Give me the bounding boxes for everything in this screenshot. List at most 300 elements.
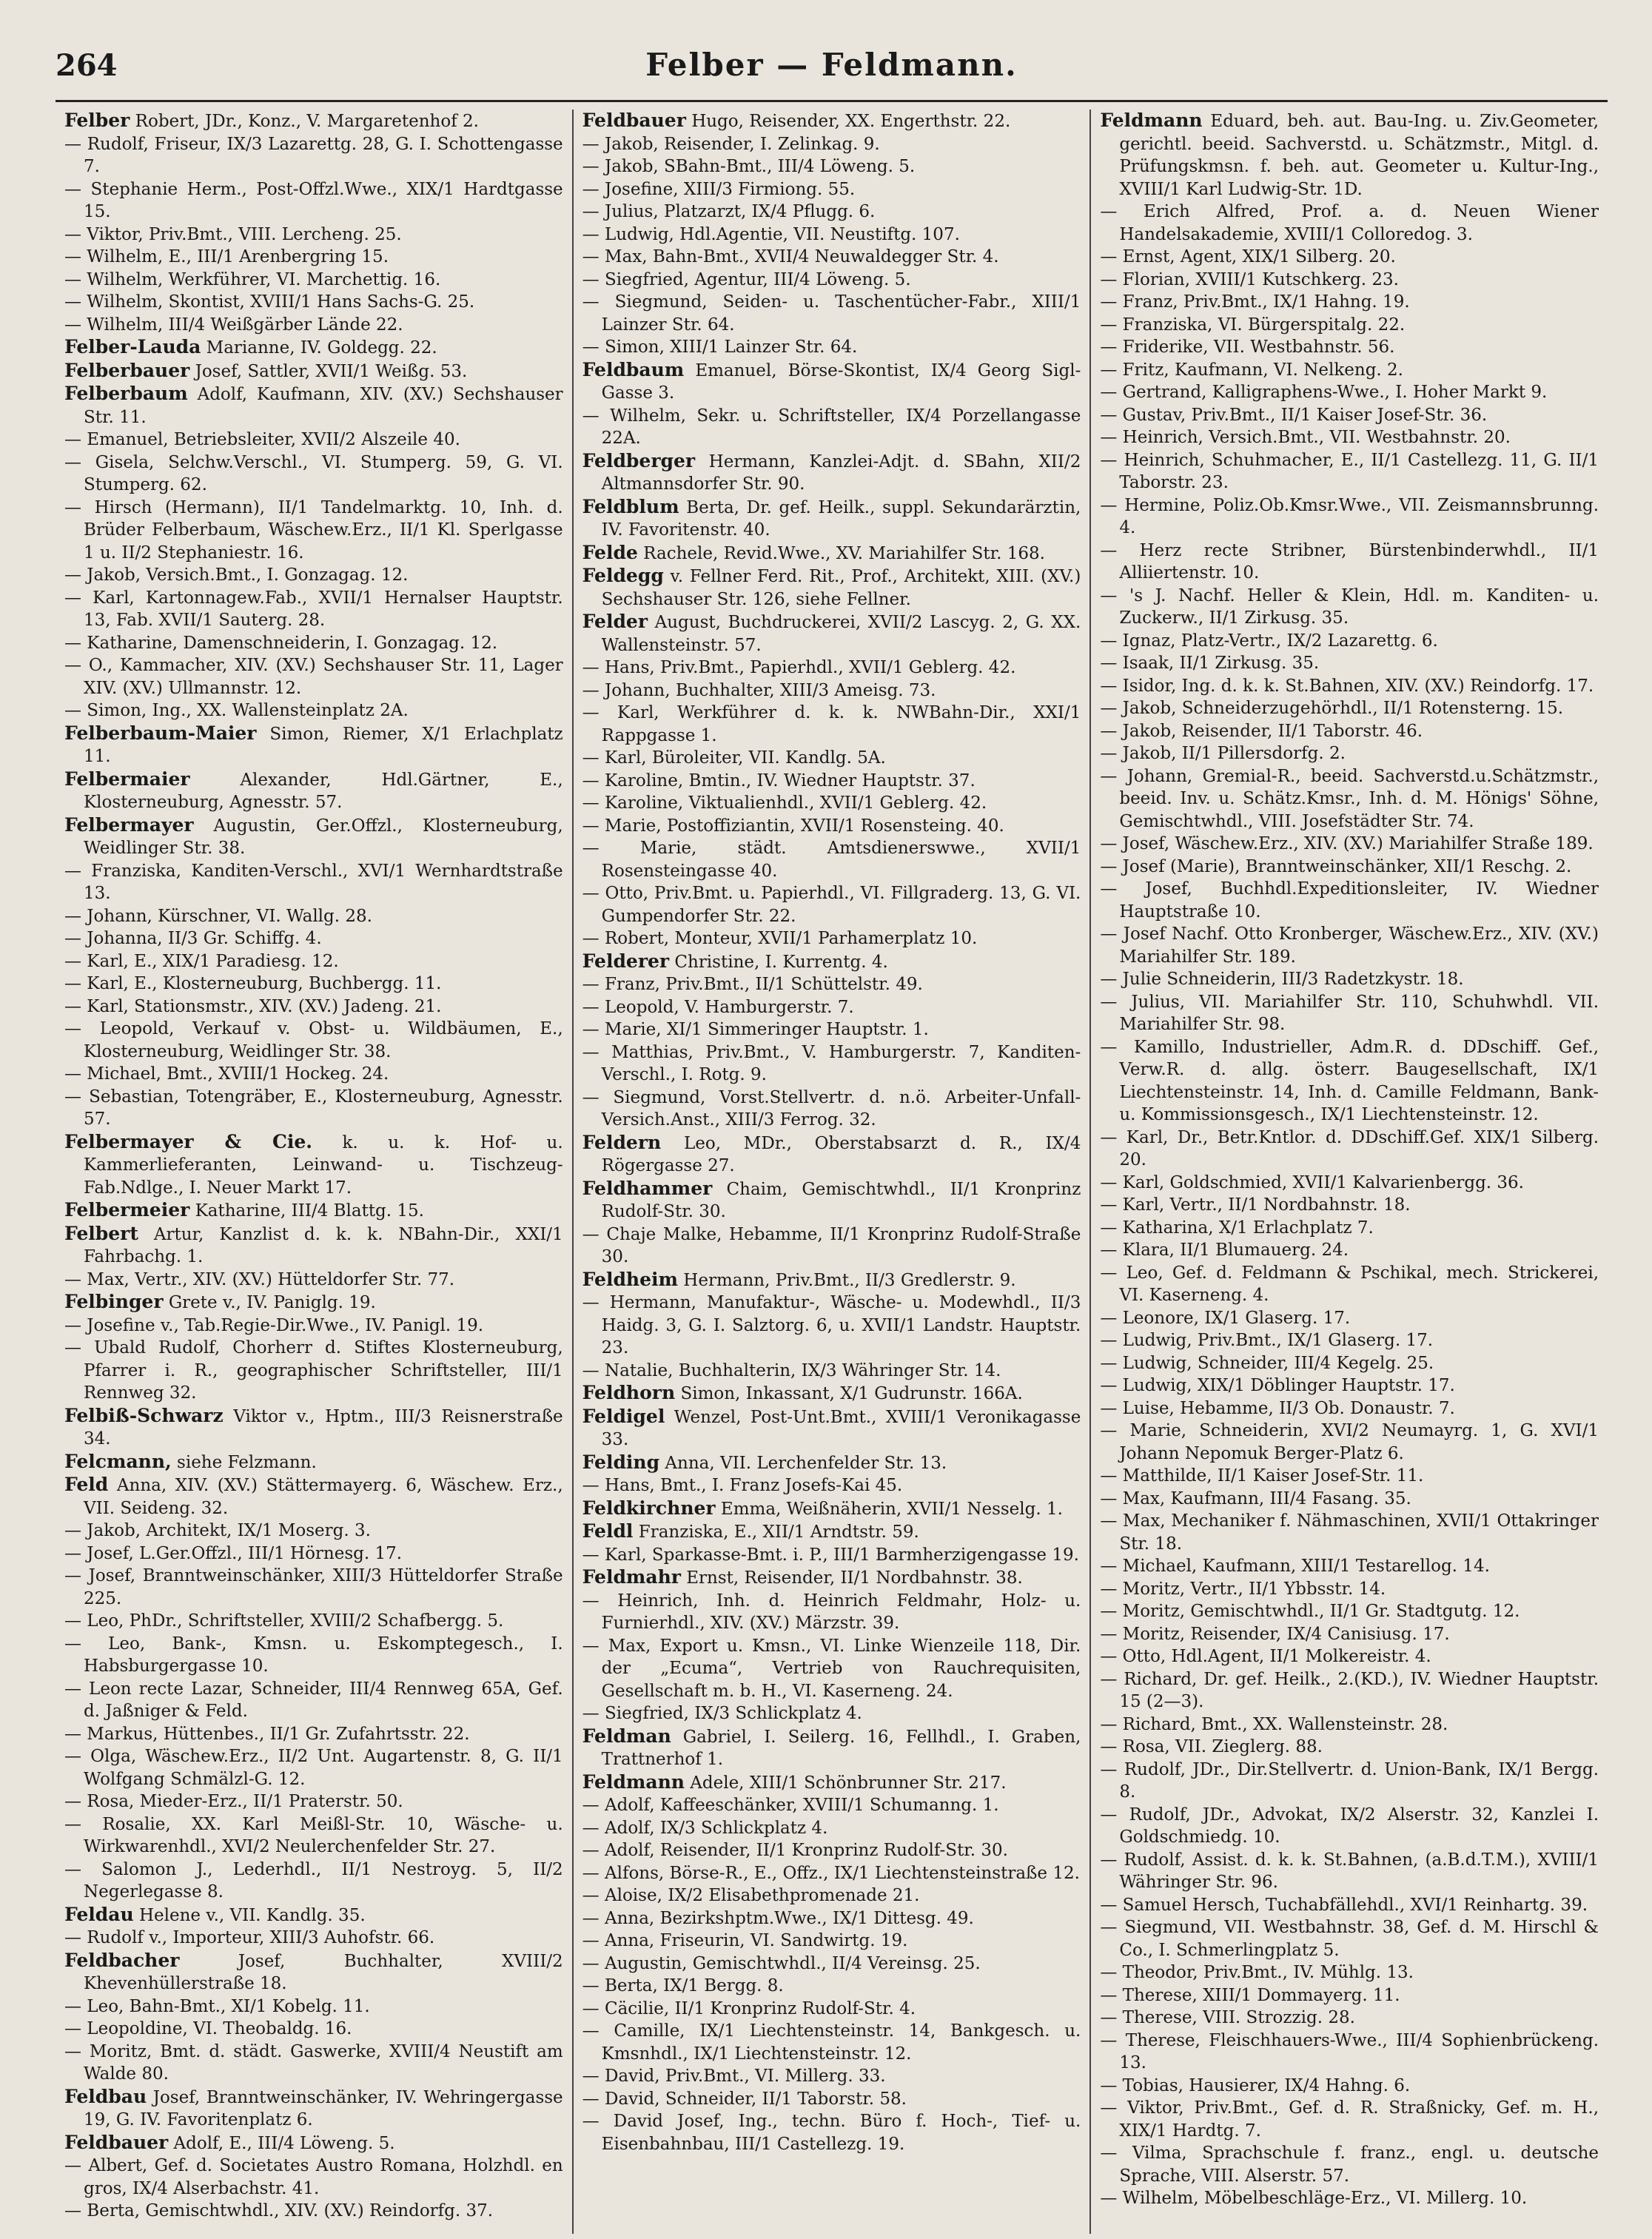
directory-entry <box>64 383 563 429</box>
directory-entry <box>582 1041 1081 1087</box>
entry-text: — Karl, Büroleiter, VII. Kandlg. 5A. <box>582 748 886 768</box>
directory-entry <box>64 1520 563 1543</box>
entry-text: — Leopold, V. Hamburgerstr. 7. <box>582 997 854 1017</box>
directory-entry <box>64 1269 563 1292</box>
entry-surname: Felberbaum <box>64 383 188 404</box>
entry-text: Adele, XIII/1 Schönbrunner Str. 217. <box>690 1773 1007 1793</box>
directory-entry <box>582 702 1081 747</box>
entry-text: Grete v., IV. Paniglg. 19. <box>168 1293 376 1312</box>
directory-entry <box>1100 1172 1599 1195</box>
entry-text: Eduard, beh. aut. Bau-Ing. u. Ziv.Geometer, gerichtl. beeid. Sachverstd. u. Schätzmstr., Mitgl. d. Prüfungskmsn. f. beh. aut. Geometer u. Kultur-Ing., XVIII/1 Karl Ludwig-Str. 1D. <box>1119 112 1599 199</box>
entry-text: siehe Felzmann. <box>177 1452 317 1472</box>
entry-text: — Franz, Priv.Bmt., II/1 Schüttelstr. 49. <box>582 975 923 994</box>
directory-entry <box>582 815 1081 838</box>
entry-text: — Max, Mechaniker f. Nähmaschinen, XVII/1 Ottakringer Str. 18. <box>1100 1511 1599 1554</box>
entry-text: — Marie, Postoffiziantin, XVII/1 Rosensteing. 40. <box>582 816 1004 836</box>
entry-text: — Franziska, VI. Bürgerspitalg. 22. <box>1100 315 1406 335</box>
entry-text: — Josef (Marie), Branntweinschänker, XII/1 Reschg. 2. <box>1100 856 1572 876</box>
directory-entry <box>64 1678 563 1723</box>
directory-entry <box>582 1178 1081 1223</box>
directory-entry <box>582 1497 1081 1521</box>
directory-entry <box>64 224 563 246</box>
entry-surname: Feldbau <box>64 2085 147 2107</box>
entry-text: — Johanna, II/3 Gr. Schiffg. 4. <box>64 929 322 948</box>
directory-entry <box>582 1269 1081 1292</box>
directory-entry <box>64 722 563 768</box>
entry-text: — Jakob, Reisender, II/1 Taborstr. 46. <box>1100 721 1423 741</box>
directory-entry <box>582 246 1081 269</box>
directory-entry <box>1100 1600 1599 1623</box>
entry-surname: Feldmann <box>1100 110 1203 131</box>
entry-text: — Ernst, Agent, XIX/1 Silberg. 20. <box>1100 247 1396 266</box>
entry-text: — Moritz, Bmt. d. städt. Gaswerke, XVIII/4 Neustift am Walde 80. <box>64 2041 563 2084</box>
entry-text: — Karl, E., XIX/1 Paradiesg. 12. <box>64 951 339 971</box>
entry-text: — Rudolf, Assist. d. k. k. St.Bahnen, (a.B.d.T.M.), XVIII/1 Währinger Str. 96. <box>1100 1850 1599 1892</box>
directory-entry <box>582 1771 1081 1795</box>
entry-text: Simon, Inkassant, X/1 Gudrunstr. 166A. <box>680 1384 1023 1403</box>
directory-entry <box>1100 697 1599 720</box>
directory-entry <box>1100 1849 1599 1894</box>
directory-entry <box>1100 1488 1599 1511</box>
entry-text: — Berta, Gemischtwhdl., XIV. (XV.) Reindorfg. 37. <box>64 2201 494 2220</box>
directory-entry <box>582 269 1081 292</box>
entry-surname: Feldbauer <box>64 2131 169 2153</box>
entry-text: — Therese, XIII/1 Dommayerg. 11. <box>1100 1985 1400 2005</box>
directory-entry <box>582 1998 1081 2021</box>
directory-entry <box>64 927 563 950</box>
directory-entry <box>1100 1713 1599 1736</box>
entry-text: — Rudolf, JDr., Advokat, IX/2 Alserstr. 32, Kanzlei I. Goldschmiedg. 10. <box>1100 1805 1599 1847</box>
entry-text: Christine, I. Kurrentg. 4. <box>674 952 888 972</box>
entry-text: — Karl, Stationsmstr., XIV. (XV.) Jadeng. 21. <box>64 996 442 1016</box>
entry-text: — Otto, Hdl.Agent, II/1 Molkereistr. 4. <box>1100 1647 1431 1666</box>
entry-text: — Hermine, Poliz.Ob.Kmsr.Wwe., VII. Zeismannsbrunng. 4. <box>1100 495 1599 537</box>
entry-text: — Siegmund, Vorst.Stellvertr. d. n.ö. Arbeiter-Unfall-Versich.Anst., XIII/3 Ferrog. 32. <box>582 1087 1081 1129</box>
entry-text: — Richard, Dr. gef. Heilk., 2.(KD.), IV. Wiedner Hauptstr. 15 (2—3). <box>1100 1669 1599 1711</box>
entry-text: — Markus, Hüttenbes., II/1 Gr. Zufahrtsstr. 22. <box>64 1724 470 1744</box>
directory-entry <box>1100 381 1599 404</box>
directory-entry <box>582 792 1081 815</box>
directory-entry <box>1100 1194 1599 1217</box>
directory-entry <box>582 2110 1081 2155</box>
directory-entry <box>64 291 563 314</box>
entry-text: Josef, Buchhalter, XVIII/2 Khevenhüllerstraße 18. <box>84 1951 563 1993</box>
directory-entry <box>582 336 1081 359</box>
directory-entry <box>582 1132 1081 1178</box>
entry-surname: Feldigel <box>582 1405 665 1427</box>
directory-entry <box>1100 1127 1599 1172</box>
entry-text: — Friderike, VII. Westbahnstr. 56. <box>1100 338 1395 357</box>
entry-text: — Heinrich, Versich.Bmt., VII. Westbahnstr. 20. <box>1100 428 1511 447</box>
entry-text: — Adolf, Kaffeeschänker, XVIII/1 Schumanng. 1. <box>582 1796 999 1815</box>
entry-text: — Luise, Hebamme, II/3 Ob. Donaustr. 7. <box>1100 1398 1455 1418</box>
directory-columns <box>56 110 1608 2234</box>
entry-surname: Feldblum <box>582 495 679 517</box>
directory-entry <box>1100 1420 1599 1465</box>
directory-entry <box>1100 1374 1599 1397</box>
directory-entry <box>64 860 563 905</box>
entry-text: — Michael, Kaufmann, XIII/1 Testarellog. 14. <box>1100 1557 1490 1576</box>
directory-entry <box>582 1292 1081 1360</box>
directory-entry <box>1100 878 1599 923</box>
directory-entry <box>1100 314 1599 337</box>
directory-entry <box>64 429 563 452</box>
directory-entry <box>1100 630 1599 653</box>
page-header <box>56 41 1608 102</box>
entry-text: — Jakob, Reisender, I. Zelinkag. 9. <box>582 134 880 154</box>
directory-entry <box>64 2132 563 2155</box>
entry-text: — Simon, XIII/1 Lainzer Str. 64. <box>582 338 858 357</box>
directory-entry <box>64 1790 563 1813</box>
directory-entry <box>64 2086 563 2132</box>
page-number: 264 <box>56 48 118 83</box>
directory-entry <box>64 1723 563 1746</box>
entry-text: August, Buchdruckerei, XVII/2 Lascyg. 2, G. XX. Wallensteinstr. 57. <box>601 613 1081 655</box>
entry-surname: Feldau <box>64 1903 134 1925</box>
directory-entry <box>64 246 563 269</box>
directory-entry <box>582 1520 1081 1544</box>
directory-entry <box>1100 1961 1599 1984</box>
directory-entry <box>64 1315 563 1337</box>
directory-entry <box>1100 675 1599 698</box>
directory-entry <box>582 133 1081 156</box>
entry-text: — Julie Schneiderin, III/3 Radetzkystr. 18. <box>1100 970 1464 989</box>
entry-text: — Ludwig, XIX/1 Döblinger Hauptstr. 17. <box>1100 1376 1455 1395</box>
entry-text: — Karl, Vertr., II/1 Nordbahnstr. 18. <box>1100 1195 1411 1215</box>
directory-entry <box>64 360 563 383</box>
entry-text: — Leo, PhDr., Schriftsteller, XVIII/2 Schafbergg. 5. <box>64 1611 504 1631</box>
directory-entry <box>1100 585 1599 630</box>
entry-surname: Feldman <box>582 1725 671 1747</box>
directory-entry <box>582 1725 1081 1771</box>
directory-entry <box>582 565 1081 611</box>
entry-text: — Jakob, II/1 Pillersdorfg. 2. <box>1100 744 1346 763</box>
directory-entry <box>64 133 563 178</box>
entry-text: — Franz, Priv.Bmt., IX/1 Hahng. 19. <box>1100 292 1410 312</box>
running-head: Felber — Feldmann. <box>645 47 1018 83</box>
entry-text: — Adolf, Reisender, II/1 Kronprinz Rudolf-Str. 30. <box>582 1841 1008 1860</box>
entry-text: — Richard, Bmt., XX. Wallensteinstr. 28. <box>1100 1714 1448 1734</box>
directory-entry <box>64 110 563 133</box>
entry-surname: Feldmahr <box>582 1566 681 1588</box>
directory-entry <box>64 950 563 973</box>
directory-entry <box>1100 968 1599 991</box>
entry-text: — Siegmund, VII. Westbahnstr. 38, Gef. d. M. Hirschl & Co., I. Schmerlingplatz 5. <box>1100 1918 1599 1960</box>
directory-entry <box>582 1590 1081 1635</box>
entry-text: — Max, Kaufmann, III/4 Fasang. 35. <box>1100 1488 1411 1508</box>
directory-entry <box>1100 2097 1599 2142</box>
entry-text: — Herz recte Stribner, Bürstenbinderwhdl., II/1 Alliiertenstr. 10. <box>1100 540 1599 583</box>
directory-entry <box>582 2088 1081 2111</box>
entry-text: Emanuel, Börse-Skontist, IX/4 Georg Sigl-Gasse 3. <box>601 360 1081 403</box>
entry-text: — Anna, Bezirkshptm.Wwe., IX/1 Dittesg. 49. <box>582 1908 974 1928</box>
entry-text: v. Fellner Ferd. Rit., Prof., Architekt, XIII. (XV.) Sechshauser Str. 126, siehe Fellner. <box>601 567 1081 609</box>
entry-text: — Karl, Dr., Betr.Kntlor. d. DDschiff.Gef. XIX/1 Silberg. 20. <box>1100 1127 1599 1169</box>
directory-entry <box>1100 1804 1599 1849</box>
entry-text: — Max, Export u. Kmsn., VI. Linke Wienzeile 118, Dir. der „Ecuma“, Vertrieb von Rauchrequisiten, Gesellschaft m. b. H., VI. Kaserneng. 24. <box>582 1636 1081 1701</box>
entry-surname: Felding <box>582 1451 660 1473</box>
entry-text: — Josef, Wäschew.Erz., XIV. (XV.) Mariahilfer Straße 189. <box>1100 834 1594 853</box>
entry-surname: Feldkirchner <box>582 1497 716 1519</box>
directory-entry <box>1100 991 1599 1036</box>
directory-entry <box>64 587 563 632</box>
directory-entry <box>64 336 563 360</box>
entry-text: — Katharine, Damenschneiderin, I. Gonzagag. 12. <box>64 633 498 653</box>
directory-entry <box>64 1543 563 1565</box>
entry-surname: Felbermayer & Cie. <box>64 1130 312 1152</box>
entry-text: — Fritz, Kaufmann, VI. Nelkeng. 2. <box>1100 360 1403 380</box>
entry-text: Ernst, Reisender, II/1 Nordbahnstr. 38. <box>686 1568 1023 1588</box>
entry-surname: Feldmann <box>582 1770 685 1793</box>
entry-text: — Wilhelm, Skontist, XVIII/1 Hans Sachs-G. 25. <box>64 292 475 312</box>
directory-entry <box>64 699 563 722</box>
directory-entry <box>582 1930 1081 1953</box>
entry-text: Josef, Sattler, XVII/1 Weißg. 53. <box>195 361 468 381</box>
entry-text: — Rudolf, JDr., Dir.Stellvertr. d. Union-Bank, IX/1 Bergg. 8. <box>1100 1759 1599 1802</box>
entry-surname: Feldbaum <box>582 358 685 380</box>
entry-surname: Felbinger <box>64 1291 164 1312</box>
entry-surname: Feldhammer <box>582 1177 713 1199</box>
directory-entry <box>64 1904 563 1927</box>
directory-entry <box>64 497 563 565</box>
entry-text: — Johann, Buchhalter, XIII/3 Ameisg. 73. <box>582 680 936 700</box>
directory-entry <box>1100 742 1599 765</box>
directory-entry <box>1100 1894 1599 1917</box>
entry-surname: Feldhorn <box>582 1382 676 1403</box>
directory-entry <box>582 1975 1081 1998</box>
directory-entry <box>64 973 563 996</box>
entry-text: — Gertrand, Kalligraphens-Wwe., I. Hoher Markt 9. <box>1100 383 1548 402</box>
directory-entry <box>1100 449 1599 494</box>
entry-text: — Karl, Kartonnagew.Fab., XVII/1 Hernalser Hauptstr. 13, Fab. XVII/1 Sauterg. 28. <box>64 588 563 630</box>
entry-text: — Rudolf v., Importeur, XIII/3 Auhofstr. 66. <box>64 1928 435 1947</box>
directory-entry <box>1100 1916 1599 1961</box>
directory-entry <box>64 178 563 224</box>
directory-entry <box>582 1360 1081 1383</box>
entry-text: — Karl, Werkführer d. k. k. NWBahn-Dir., XXI/1 Rappgasse 1. <box>582 703 1081 745</box>
entry-text: — Camille, IX/1 Liechtensteinstr. 14, Bankgesch. u. Kmsnhdl., IX/1 Liechtensteinstr. 12. <box>582 2021 1081 2064</box>
directory-entry <box>1100 1239 1599 1262</box>
entry-surname: Feldern <box>582 1131 662 1153</box>
entry-text: — Josefine v., Tab.Regie-Dir.Wwe., IV. Panigl. 19. <box>64 1315 484 1335</box>
directory-entry <box>582 224 1081 246</box>
directory-entry <box>1100 1645 1599 1668</box>
directory-entry <box>582 927 1081 950</box>
entry-text: — Olga, Wäschew.Erz., II/2 Unt. Augartenstr. 8, G. II/1 Wolfgang Schmälzl-G. 12. <box>64 1747 563 1789</box>
entry-text: — Johann, Kürschner, VI. Wallg. 28. <box>64 906 372 926</box>
directory-entry <box>1100 359 1599 382</box>
entry-text: Berta, Dr. gef. Heilk., suppl. Sekundarärztin, IV. Favoritenstr. 40. <box>601 497 1081 540</box>
entry-text: — Berta, IX/1 Bergg. 8. <box>582 1976 784 1995</box>
entry-text: — Therese, VIII. Strozzig. 28. <box>1100 2008 1355 2027</box>
entry-text: — Viktor, Priv.Bmt., VIII. Lercheng. 25. <box>64 224 402 244</box>
directory-entry <box>582 542 1081 565</box>
entry-text: — Josef Nachf. Otto Kronberger, Wäschew.Erz., XIV. (XV.) Mariahilfer Str. 189. <box>1100 924 1599 967</box>
entry-text: — Ludwig, Schneider, III/4 Kegelg. 25. <box>1100 1353 1434 1373</box>
directory-entry <box>582 1544 1081 1567</box>
directory-entry <box>64 1745 563 1790</box>
entry-text: — Leonore, IX/1 Glaserg. 17. <box>1100 1308 1351 1328</box>
entry-surname: Felbermaier <box>64 768 190 790</box>
directory-entry <box>582 110 1081 133</box>
directory-entry <box>1100 833 1599 856</box>
directory-entry <box>582 1817 1081 1840</box>
directory-entry <box>1100 2142 1599 2187</box>
entry-text: — Hirsch (Hermann), II/1 Tandelmarktg. 10, Inh. d. Brüder Felberbaum, Wäschew.Erz., II/1 Kl. Sperlgasse 1 u. II/2 Stephaniestr. 16. <box>64 497 563 563</box>
entry-text: — Moritz, Gemischtwhdl., II/1 Gr. Stadtgutg. 12. <box>1100 1602 1520 1621</box>
directory-entry <box>1100 1759 1599 1804</box>
entry-text: Franziska, E., XII/1 Arndtstr. 59. <box>638 1523 919 1542</box>
entry-text: Katharine, III/4 Blattg. 15. <box>195 1201 424 1221</box>
directory-entry <box>1100 856 1599 879</box>
entry-text: — Rosa, Mieder-Erz., II/1 Praterstr. 50. <box>64 1792 403 1811</box>
entry-text: — Jakob, Versich.Bmt., I. Gonzagag. 12. <box>64 565 409 585</box>
directory-entry <box>582 1862 1081 1885</box>
directory-entry <box>1100 426 1599 449</box>
directory-entry <box>64 1950 563 1995</box>
entry-text: — Matthias, Priv.Bmt., V. Hamburgerstr. 7, Kanditen-Verschl., I. Rotg. 9. <box>582 1042 1081 1084</box>
directory-entry <box>1100 652 1599 675</box>
entry-text: — Wilhelm, Werkführer, VI. Marchettig. 16. <box>64 269 441 289</box>
directory-entry <box>64 1223 563 1269</box>
entry-text: — Albert, Gef. d. Societates Austro Romana, Holzhdl. en gros, IX/4 Alserbachstr. 41. <box>64 2156 563 2198</box>
entry-text: — Max, Vertr., XIV. (XV.) Hütteldorfer Str. 77. <box>64 1269 455 1289</box>
entry-text: — Karl, Goldschmied, XVII/1 Kalvarienbergg. 36. <box>1100 1172 1524 1192</box>
directory-entry <box>1100 1329 1599 1352</box>
entry-surname: Feld <box>64 1474 109 1495</box>
entry-text: Anna, XIV. (XV.) Stättermayerg. 6, Wäschew. Erz., VII. Seideng. 32. <box>84 1476 563 1518</box>
entry-text: — David, Priv.Bmt., VI. Millerg. 33. <box>582 2067 886 2086</box>
entry-text: — Josef, Buchhdl.Expeditionsleiter, IV. Wiedner Hauptstraße 10. <box>1100 879 1599 922</box>
directory-entry <box>64 2041 563 2086</box>
entry-text: — Ignaz, Platz-Vertr., IX/2 Lazarettg. 6. <box>1100 631 1438 651</box>
entry-text: — Jakob, Architekt, IX/1 Moserg. 3. <box>64 1521 371 1540</box>
entry-surname: Feldberger <box>582 449 696 471</box>
directory-entry <box>582 996 1081 1019</box>
directory-entry <box>582 1474 1081 1497</box>
directory-entry <box>64 269 563 292</box>
directory-entry <box>64 1995 563 2018</box>
directory-entry <box>1100 1036 1599 1127</box>
entry-text: — Sebastian, Totengräber, E., Klosterneuburg, Agnesstr. 57. <box>64 1087 563 1129</box>
directory-entry <box>582 201 1081 224</box>
directory-entry <box>582 359 1081 405</box>
entry-surname: Felcmann, <box>64 1450 172 1472</box>
directory-entry <box>582 496 1081 542</box>
directory-entry <box>582 1018 1081 1041</box>
directory-entry <box>64 996 563 1018</box>
entry-text: — Leopold, Verkauf v. Obst- u. Wildbäumen, E., Klosterneuburg, Weidlinger Str. 38. <box>64 1019 563 1061</box>
entry-text: Emma, Weißnäherin, XVII/1 Nesselg. 1. <box>720 1499 1063 1519</box>
entry-surname: Felbert <box>64 1222 138 1244</box>
entry-surname: Felbiß-Schwarz <box>64 1404 224 1426</box>
entry-text: — Heinrich, Inh. d. Heinrich Feldmahr, Holz- u. Furnierhdl., XIV. (XV.) Märzstr. 39. <box>582 1591 1081 1633</box>
entry-text: — Michael, Bmt., XVIII/1 Hockeg. 24. <box>64 1064 389 1084</box>
entry-text: — Aloise, IX/2 Elisabethpromenade 21. <box>582 1886 920 1905</box>
directory-entry <box>64 654 563 699</box>
directory-entry <box>582 291 1081 336</box>
entry-text: Alexander, Hdl.Gärtner, E., Klosterneuburg, Agnesstr. 57. <box>84 770 563 812</box>
entry-surname: Feldegg <box>582 565 664 586</box>
directory-entry <box>582 1884 1081 1907</box>
directory-entry <box>64 1474 563 1520</box>
directory-entry <box>1100 246 1599 269</box>
entry-surname: Feldbacher <box>64 1949 180 1971</box>
entry-text: — Florian, XVIII/1 Kutschkerg. 23. <box>1100 269 1399 289</box>
directory-entry <box>582 882 1081 927</box>
directory-entry <box>1100 923 1599 968</box>
directory-entry <box>582 1566 1081 1590</box>
entry-text: — Hans, Priv.Bmt., Papierhdl., XVII/1 Geblerg. 42. <box>582 658 1016 677</box>
entry-surname: Feldl <box>582 1520 634 1542</box>
directory-entry <box>1100 110 1599 201</box>
directory-entry <box>1100 336 1599 359</box>
entry-text: — Moritz, Reisender, IX/4 Canisiusg. 17. <box>1100 1624 1450 1644</box>
entry-text: — Rosalie, XX. Karl Meißl-Str. 10, Wäsche- u. Wirkwarenhdl., XVI/2 Neulerchenfelder Str. 27. <box>64 1814 563 1856</box>
directory-entry <box>582 657 1081 679</box>
entry-text: Anna, VII. Lerchenfelder Str. 13. <box>665 1453 947 1473</box>
entry-text: — Johann, Gremial-R., beeid. Sachverstd.u.Schätzmstr., beeid. Inv. u. Schätz.Kmsr., Inh. d. M. Hönigs' Söhne, Gemischtwhdl., VIII. Josefstädter Str. 74. <box>1100 766 1599 831</box>
directory-entry <box>1100 1736 1599 1759</box>
entry-text: — David Josef, Ing., techn. Büro f. Hoch-, Tief- u. Eisenbahnbau, III/1 Castellezg. 19. <box>582 2112 1081 2154</box>
directory-entry <box>64 452 563 497</box>
entry-surname: Feldheim <box>582 1268 678 1290</box>
entry-text: Hermann, Kanzlei-Adjt. d. SBahn, XII/2 Altmannsdorfer Str. 90. <box>601 452 1081 494</box>
directory-entry <box>1100 201 1599 246</box>
directory-entry <box>64 814 563 860</box>
entry-text: Gabriel, I. Seilerg. 16, Fellhdl., I. Graben, Trattnerhof 1. <box>601 1727 1081 1769</box>
directory-entry <box>1100 494 1599 540</box>
directory-entry <box>64 905 563 928</box>
entry-text: — Viktor, Priv.Bmt., Gef. d. R. Straßnicky, Gef. m. H., XIX/1 Hardtg. 7. <box>1100 2098 1599 2141</box>
directory-entry <box>582 1087 1081 1132</box>
directory-entry <box>582 1702 1081 1725</box>
entry-text: Leo, MDr., Oberstabsarzt d. R., IX/4 Rögergasse 27. <box>601 1133 1081 1175</box>
directory-entry <box>582 950 1081 974</box>
directory-entry <box>1100 720 1599 743</box>
entry-text: — Natalie, Buchhalterin, IX/3 Währinger Str. 14. <box>582 1360 1001 1380</box>
directory-entry <box>1100 2030 1599 2075</box>
entry-text: — O., Kammacher, XIV. (XV.) Sechshauser Str. 11, Lager XIV. (XV.) Ullmannstr. 12. <box>64 656 563 698</box>
directory-entry <box>64 2200 563 2223</box>
entry-text: — Heinrich, Schuhmacher, E., II/1 Castellezg. 11, G. II/1 Taborstr. 23. <box>1100 450 1599 492</box>
directory-entry <box>582 1907 1081 1930</box>
directory-entry <box>1100 2187 1599 2210</box>
directory-entry <box>1100 1307 1599 1330</box>
entry-text: — Samuel Hersch, Tuchabfällehdl., XVI/1 Reinhartg. 39. <box>1100 1895 1588 1915</box>
entry-text: — Moritz, Vertr., II/1 Ybbsstr. 14. <box>1100 1579 1386 1599</box>
entry-text: — Wilhelm, III/4 Weißgärber Lände 22. <box>64 315 403 335</box>
directory-entry <box>64 314 563 337</box>
entry-text: — Tobias, Hausierer, IX/4 Hahng. 6. <box>1100 2075 1411 2095</box>
entry-text: — Salomon J., Lederhdl., II/1 Nestroyg. 5, II/2 Negerlegasse 8. <box>64 1859 563 1901</box>
entry-text: — Rosa, VII. Zieglerg. 88. <box>1100 1737 1323 1756</box>
directory-entry <box>64 1927 563 1950</box>
entry-text: — Siegfried, IX/3 Schlickplatz 4. <box>582 1704 862 1723</box>
entry-text: — Leo, Bahn-Bmt., XI/1 Kobelg. 11. <box>64 1996 370 2016</box>
entry-text: — Emanuel, Betriebsleiter, XVII/2 Alszeile 40. <box>64 430 460 449</box>
directory-entry <box>1100 1352 1599 1375</box>
entry-text: Helene v., VII. Kandlg. 35. <box>138 1905 366 1925</box>
directory-entry <box>582 770 1081 793</box>
entry-text: — Leo, Gef. d. Feldmann & Pschikal, mech. Strickerei, VI. Kaserneng. 4. <box>1100 1263 1599 1305</box>
entry-text: — Isaak, II/1 Zirkusg. 35. <box>1100 654 1320 673</box>
entry-surname: Felber <box>64 110 130 131</box>
entry-text: Simon, Riemer, X/1 Erlachplatz 11. <box>84 724 563 766</box>
directory-entry <box>1100 1397 1599 1420</box>
entry-surname: Felbermayer <box>64 813 194 836</box>
directory-entry <box>1100 1578 1599 1601</box>
